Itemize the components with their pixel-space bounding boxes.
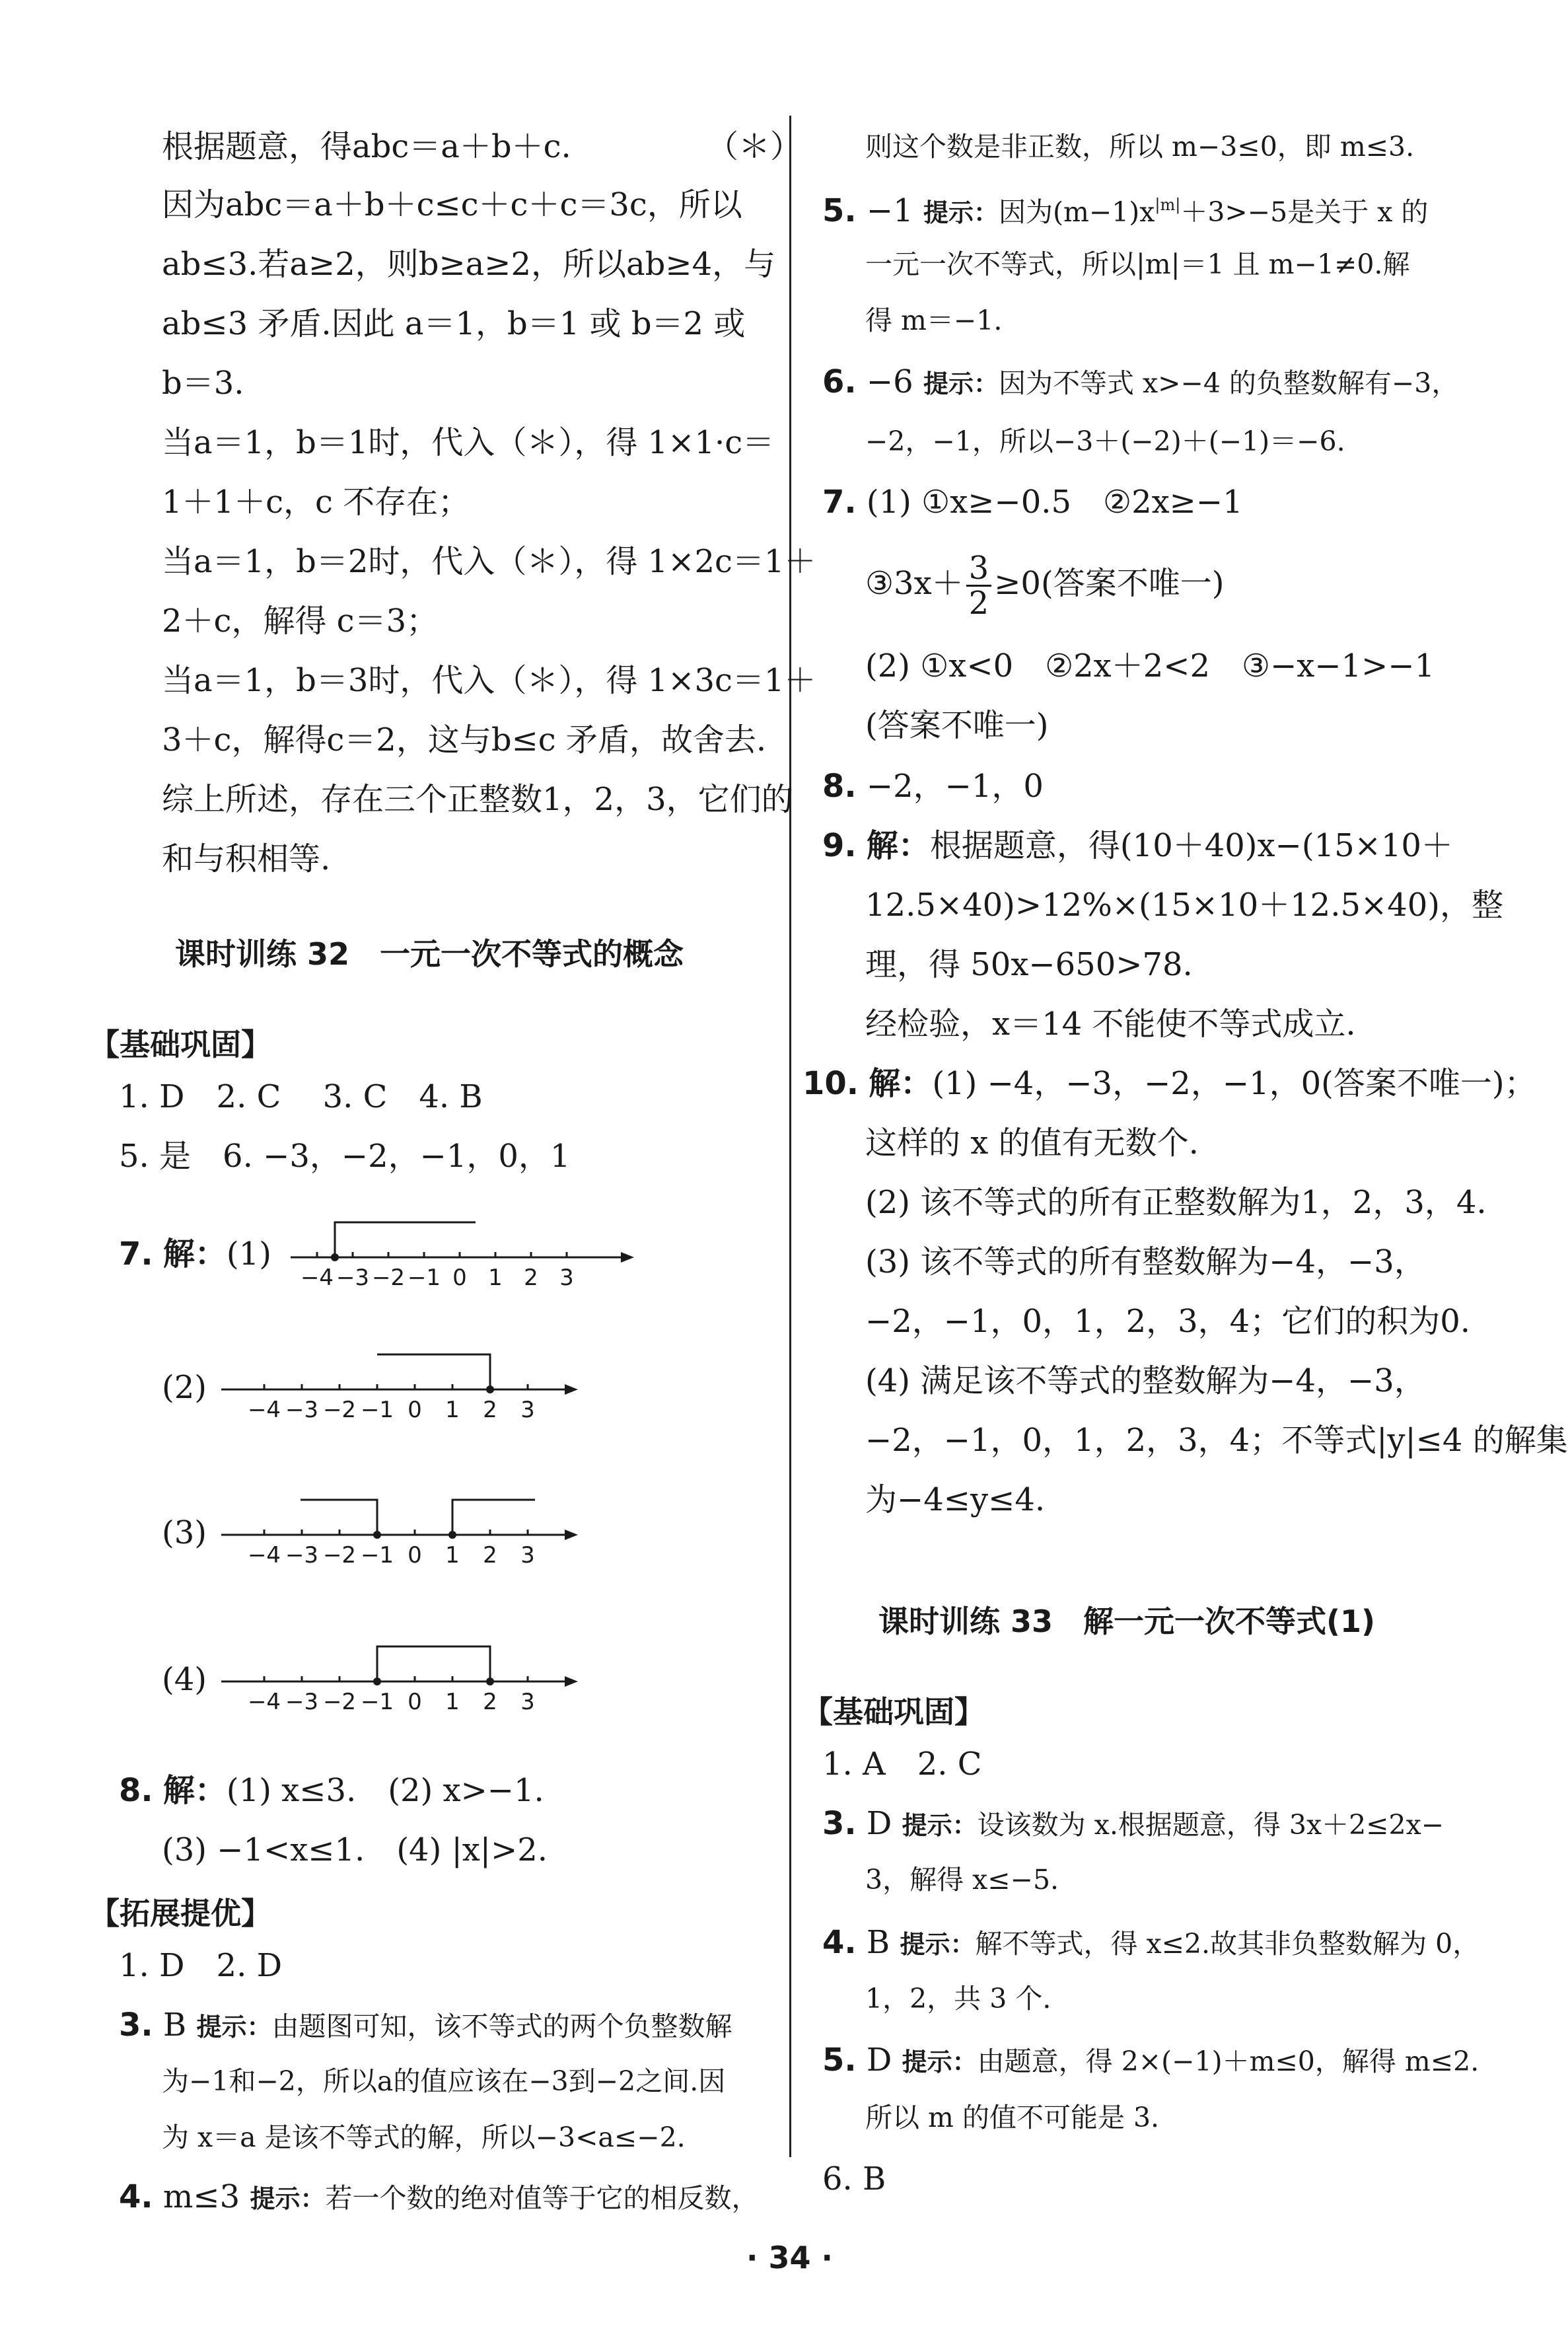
r-q10-text-5: −2，−1，0，1，2，3，4；它们的积为0. [865,1303,1471,1340]
r-q5-hint-1b: ＋3>−5是关于 x 的 [1180,196,1429,228]
r-q10-number: 10. [802,1065,859,1102]
nl2-tick-5: 0 [408,1397,422,1423]
intro-line-13: 和与积相等. [162,840,331,877]
nl3-tick-6: 1 [445,1542,460,1568]
r-q7-part1c-a: ③3x＋ [865,565,964,602]
r-b4-line-1 [822,1923,1479,1964]
ext-q3-answer: B [162,2007,187,2044]
intro-line-12: 综上所述，存在三个正整数1，2，3，它们的 [162,781,793,818]
number-line-3 [221,1496,578,1576]
q7-part1-label: (1) [226,1236,271,1273]
number-line-2 [221,1351,578,1430]
intro-line-7: 1＋1＋c，c 不存在； [162,484,470,521]
r-q5-hint-2: 一元一次不等式，所以|m|＝1 且 m−1≠0.解 [865,248,1410,280]
column-divider [789,116,791,2157]
ext-q3-line-1 [119,2005,732,2047]
intro-line-4: ab≤3 矛盾.因此 a＝1，b＝1 或 b＝2 或 [162,305,746,342]
nl3-tick-2: −3 [285,1542,319,1568]
r-q6-hint-1: 因为不等式 x>−4 的负整数解有−3， [998,367,1459,399]
r-b4-hint-2: 1，2，共 3 个. [865,1983,1051,2014]
r-q10-solution-label: 解： [869,1065,933,1102]
r-b5-hint-2: 所以 m 的值不可能是 3. [865,2102,1160,2133]
r-q5-hint-1a: 因为(m−1)x [998,196,1155,228]
nl4-tick-4: −1 [360,1689,394,1715]
q8-solution-label: 解： [162,1772,227,1809]
r-q10-text-7: −2，−1，0，1，2，3，4；不等式|y|≤4 的解集 [865,1422,1568,1459]
q8-answer-1: (1) x≤3. (2) x>−1. [226,1772,544,1809]
r-b3-hint-1: 设该数为 x.根据题意，得 3x＋2≤2x− [977,1809,1444,1841]
nl1-tick-7: 2 [524,1265,538,1291]
r-q5-line-1 [822,185,1428,233]
ext-answers-1-2: 1. D 2. D [119,1947,283,1984]
r-q5-exponent: |m| [1155,196,1181,214]
r-b3-hint-2: 3，解得 x≤−5. [865,1864,1059,1896]
nl3-tick-5: 0 [408,1542,422,1568]
q8-line-1 [119,1771,544,1810]
r-q7-part1: (1) ①x≥−0.5 ②2x≥−1 [866,484,1243,521]
r-b3-answer: D [866,1805,892,1842]
nl3-tick-7: 2 [483,1542,497,1568]
intro-line-5: b＝3. [162,365,244,402]
r-q5-answer: −1 [866,192,913,229]
nl3-tick-8: 3 [520,1542,535,1568]
r-q9-text-2: 12.5×40)>12%×(15×10＋12.5×40)，整 [865,887,1504,924]
r-b4-number: 4. [822,1924,857,1961]
r-b5-number: 5. [822,2042,857,2079]
nl4-tick-7: 2 [483,1689,497,1715]
ext-q4-answer: m≤3 [162,2178,240,2215]
number-line-4 [221,1643,578,1722]
q7-part2-label: (2) [162,1369,207,1406]
r-b5-line-1 [822,2040,1479,2082]
ext-q3-hint-3: 为 x＝a 是该不等式的解，所以−3<a≤−2. [162,2122,686,2153]
r-q6-hint-2: −2，−1，所以−3＋(−2)＋(−1)＝−6. [865,425,1345,457]
r-q6-answer: −6 [866,363,913,400]
r-q6-hint-label: 提示： [923,369,999,398]
intro-line-9: 2＋c，解得 c＝3； [162,603,439,640]
fraction-numerator: 3 [966,552,992,587]
r-q10-text-6: (4) 满足该不等式的整数解为−4，−3， [865,1362,1426,1399]
equation-marker: （＊） [707,128,802,165]
ext-q4-hint-label: 提示： [250,2184,326,2213]
nl4-tick-3: −2 [322,1689,357,1715]
nl2-tick-3: −2 [322,1397,357,1423]
intro-line-8: 当a＝1，b＝2时，代入（＊），得 1×2c＝1＋ [162,543,816,580]
r-q8-line [822,766,1044,806]
q7-label [119,1234,271,1274]
nl1-tick-2: −3 [336,1265,370,1291]
ext-q3-hint-1: 由题图可知，该不等式的两个负整数解 [271,2011,732,2042]
r-b4-hint-1: 解不等式，得 x≤2.故其非负整数解为 0， [975,1928,1480,1960]
q7-solution-label: 解： [162,1236,227,1273]
r-q10-text-1: (1) −4，−3，−2，−1，0(答案不唯一)； [932,1065,1536,1102]
nl2-tick-8: 3 [520,1397,535,1423]
r-q8-number: 8. [822,768,857,805]
ext-q4-line-1 [119,2177,758,2219]
ext-q3-hint-2: 为−1和−2，所以a的值应该在−3到−2之间.因 [162,2065,726,2097]
intro-line-1: 根据题意，得abc＝a＋b＋c. [162,128,571,165]
r-q7-part1c-b: ≥0(答案不唯一) [994,565,1225,602]
section-title-32: 课时训练 32 一元一次不等式的概念 [175,936,684,972]
q7-part4-label: (4) [162,1661,207,1698]
r-q5-hint-label: 提示： [923,198,999,227]
ext-q4-number: 4. [119,2178,153,2215]
r-q10-text-3: (2) 该不等式的所有正整数解为1，2，3，4. [865,1184,1487,1221]
block-basic-right: 【基础巩固】 [802,1694,985,1730]
r-q8-answer: −2，−1，0 [866,768,1044,805]
r-b3-number: 3. [822,1805,857,1842]
r-b5-hint-1: 由题意，得 2×(−1)＋m≤0，解得 m≤2. [977,2046,1479,2077]
nl2-tick-7: 2 [483,1397,497,1423]
ext-q3-number: 3. [119,2007,153,2044]
r-b4-answer: B [866,1924,890,1961]
r-q7-number: 7. [822,484,857,521]
r-q9-text-1: 根据题意，得(10＋40)x−(15×10＋ [929,827,1453,864]
r-b5-answer: D [866,2042,892,2079]
r-q5-number: 5. [822,192,857,229]
ext-q3-hint-label: 提示： [196,2012,272,2042]
fraction-denominator: 2 [968,585,989,622]
nl1-tick-3: −2 [371,1265,406,1291]
nl2-tick-4: −1 [360,1397,394,1423]
r-continued-line: 则这个数是非正数，所以 m−3≤0，即 m≤3. [865,131,1415,163]
r-b3-hint-label: 提示： [902,1811,978,1840]
fraction-three-halves [966,552,992,620]
nl1-tick-5: 0 [452,1265,467,1291]
r-q7-part2-note: (答案不唯一) [865,707,1049,744]
r-q9-text-4: 经检验，x＝14 不能使不等式成立. [865,1006,1356,1043]
nl1-tick-1: −4 [300,1265,334,1291]
r-b4-hint-label: 提示： [900,1930,976,1959]
section-title-33: 课时训练 33 解一元一次不等式(1) [878,1604,1376,1639]
intro-line-11: 3＋c，解得c＝2，这与b≤c 矛盾，故舍去. [162,721,767,758]
r-q9-line-1 [822,826,1453,866]
q7-part3-label: (3) [162,1514,207,1551]
r-b5-hint-label: 提示： [902,2048,978,2077]
nl1-tick-6: 1 [488,1265,503,1291]
r-q6-number: 6. [822,363,857,400]
intro-line-3: ab≤3.若a≥2，则b≥a≥2，所以ab≥4，与 [162,246,776,283]
nl3-tick-4: −1 [360,1542,394,1568]
nl4-tick-1: −4 [247,1689,281,1715]
basic-answers-5-6: 5. 是 6. −3，−2，−1，0，1 [119,1138,571,1175]
nl2-tick-2: −3 [285,1397,319,1423]
block-extension: 【拓展提优】 [89,1896,271,1931]
page-number: · 34 · [746,2240,833,2275]
intro-line-2: 因为abc＝a＋b＋c≤c＋c＋c＝3c，所以 [162,186,742,223]
r-q9-number: 9. [822,827,857,864]
nl2-tick-1: −4 [247,1397,281,1423]
r-q6-line-1 [822,362,1458,404]
nl4-tick-6: 1 [445,1689,460,1715]
intro-line-6: 当a＝1，b＝1时，代入（＊），得 1×1·c＝ [162,424,775,461]
q8-answer-2: (3) −1<x≤1. (4) |x|>2. [162,1831,548,1868]
r-basic-1-2: 1. A 2. C [822,1746,982,1783]
r-q7-part2: (2) ①x<0 ②2x＋2<2 ③−x−1>−1 [865,647,1435,684]
nl1-tick-4: −1 [407,1265,441,1291]
intro-line-10: 当a＝1，b＝3时，代入（＊），得 1×3c＝1＋ [162,662,816,699]
block-basic-left: 【基础巩固】 [89,1027,271,1062]
q7-number: 7. [119,1236,153,1273]
r-q9-text-3: 理，得 50x−650>78. [865,946,1193,983]
r-q9-solution-label: 解： [866,827,930,864]
number-line-1 [291,1219,634,1298]
r-b3-line-1 [822,1804,1444,1845]
r-q10-text-8: 为−4≤y≤4. [865,1481,1046,1518]
ext-q4-hint-1: 若一个数的绝对值等于它的相反数， [325,2182,759,2214]
r-q10-text-4: (3) 该不等式的所有整数解为−4，−3， [865,1243,1426,1280]
r-q10-text-2: 这样的 x 的值有无数个. [865,1125,1199,1162]
nl4-tick-5: 0 [408,1689,422,1715]
r-q7-line-2 [865,552,1224,620]
nl4-tick-2: −3 [285,1689,319,1715]
r-q5-hint-3: 得 m＝−1. [865,305,1003,336]
nl2-tick-6: 1 [445,1397,460,1423]
basic-answers-1-4: 1. D 2. C 3. C 4. B [119,1078,483,1115]
nl1-tick-8: 3 [559,1265,574,1291]
r-q10-line-1 [802,1064,1536,1103]
nl3-tick-3: −2 [322,1542,357,1568]
r-q7-line-1 [822,482,1243,522]
r-basic-6: 6. B [822,2160,886,2197]
nl4-tick-8: 3 [520,1689,535,1715]
q8-number: 8. [119,1772,153,1809]
nl3-tick-1: −4 [247,1542,281,1568]
